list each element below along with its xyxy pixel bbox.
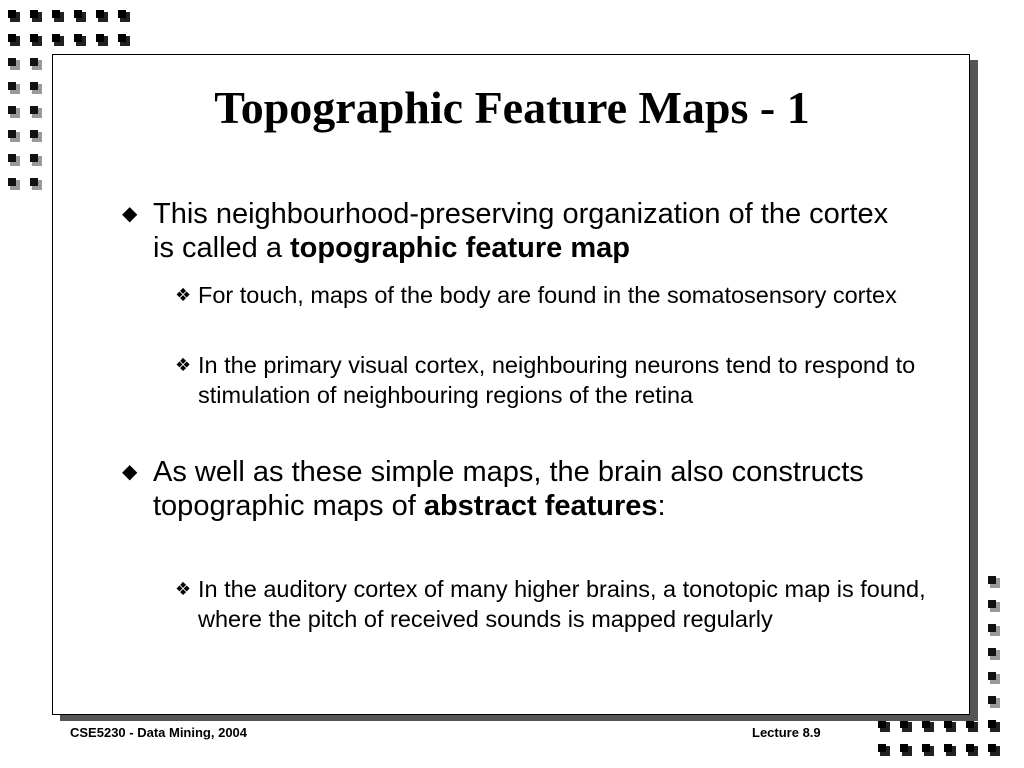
decor-square	[880, 746, 890, 756]
bullet-2	[122, 455, 913, 523]
decor-square	[10, 180, 20, 190]
decor-square	[32, 60, 42, 70]
decor-square	[76, 12, 86, 22]
decor-square	[990, 602, 1000, 612]
decor-square	[990, 650, 1000, 660]
decor-square	[990, 698, 1000, 708]
decor-square	[32, 180, 42, 190]
decor-square	[120, 12, 130, 22]
decor-square	[990, 674, 1000, 684]
decor-square	[990, 722, 1000, 732]
decor-square	[924, 722, 934, 732]
slide-title: Topographic Feature Maps - 1	[214, 82, 810, 133]
sub-bullet-1-1	[175, 280, 938, 310]
decor-square	[968, 722, 978, 732]
sub-bullet-1-2	[175, 350, 938, 410]
decor-square	[946, 722, 956, 732]
sub-bullet-1-2-text: In the primary visual cortex, neighbouring neurons tend to respond to stimulation of neighbouring regions of the retina	[198, 352, 916, 408]
decor-square	[946, 746, 956, 756]
decor-square	[10, 12, 20, 22]
decor-square	[32, 156, 42, 166]
decor-square	[924, 746, 934, 756]
decor-square	[10, 156, 20, 166]
diamond-bullet-icon: ◆	[122, 203, 138, 225]
sub-bullet-2-1	[175, 574, 938, 634]
fleuron-bullet-icon: ❖	[175, 579, 192, 599]
decor-square	[98, 12, 108, 22]
bullet-2-tail: :	[657, 490, 666, 522]
decor-square	[902, 746, 912, 756]
decor-square	[990, 626, 1000, 636]
fleuron-bullet-icon: ❖	[175, 355, 192, 375]
decor-square	[76, 36, 86, 46]
decor-square	[98, 36, 108, 46]
decor-square	[54, 36, 64, 46]
decor-square	[10, 36, 20, 46]
decor-square	[902, 722, 912, 732]
decor-square	[880, 722, 890, 732]
sub-bullet-1-1-text: For touch, maps of the body are found in the somatosensory cortex	[198, 282, 897, 308]
decor-square	[54, 12, 64, 22]
bullet-2-bold: abstract features	[423, 490, 658, 522]
decor-square	[10, 60, 20, 70]
bullet-1-bold: topographic feature map	[290, 232, 631, 264]
bullet-2-text: As well as these simple maps, the brain also constructs topographic maps of	[153, 456, 864, 522]
bullet-1	[122, 197, 913, 265]
decor-square	[120, 36, 130, 46]
bullet-1-text: This neighbourhood-preserving organization of the cortex is called a	[153, 198, 889, 264]
decor-square	[32, 12, 42, 22]
decor-square	[990, 746, 1000, 756]
footer-course: CSE5230 - Data Mining, 2004	[70, 725, 248, 740]
decor-square	[32, 36, 42, 46]
decor-square	[990, 578, 1000, 588]
decor-square	[968, 746, 978, 756]
footer-lecture: Lecture 8.9	[752, 725, 821, 740]
diamond-bullet-icon: ◆	[122, 461, 138, 483]
fleuron-bullet-icon: ❖	[175, 285, 192, 305]
sub-bullet-2-1-text: In the auditory cortex of many higher brains, a tonotopic map is found, where the pitch of received sounds is mapped regularly	[198, 576, 926, 632]
